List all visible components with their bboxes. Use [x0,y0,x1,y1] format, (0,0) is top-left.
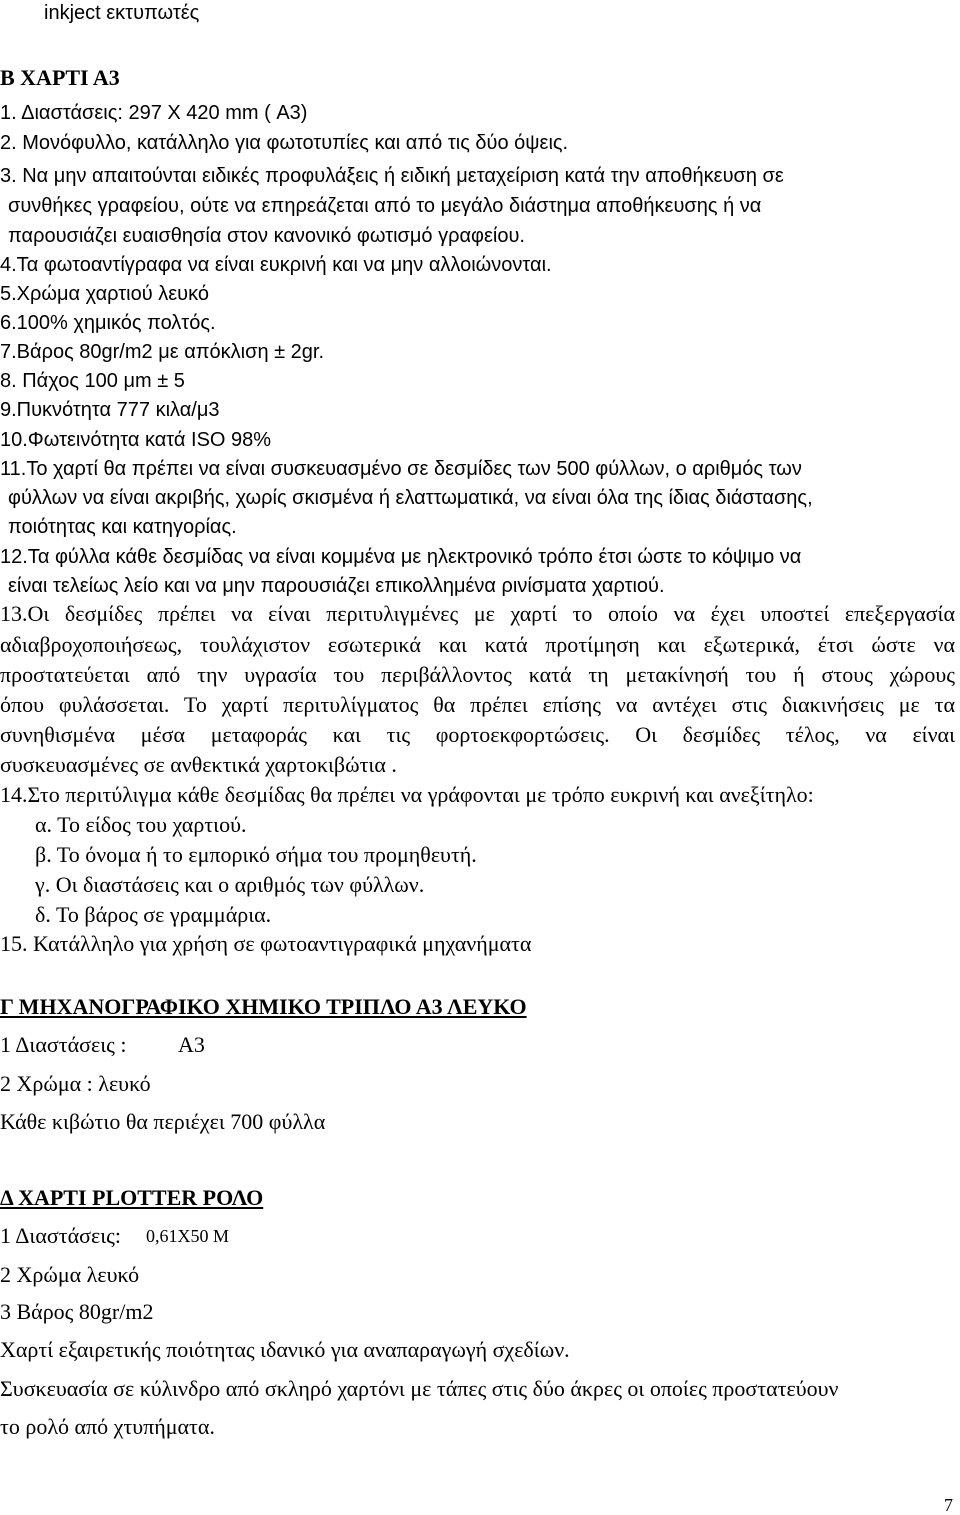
section-b-heading: Β ΧΑΡΤΙ Α3 [0,65,120,90]
spec-line: 3. Να μην απαιτούνται ειδικές προφυλάξεις ή ειδική μεταχείριση κατά την αποθήκευση σε [0,165,784,187]
spec-line: 12.Τα φύλλα κάθε δεσμίδας να είναι κομμένα με ηλεκτρονικό τρόπο έτσι ώστε το κόψιμο να [0,546,802,568]
spec-line: 5.Χρώμα χαρτιού λευκό [0,283,209,305]
top-line-text: inkject εκτυπωτές [44,2,200,24]
spec-line: 7.Βάρος 80gr/m2 με απόκλιση ± 2gr. [0,341,325,363]
section-d-heading: Δ ΧΑΡΤΙ PLOTTER ΡΟΛΟ [0,1185,264,1210]
section-g-color: 2 Χρώμα : λευκό [0,1071,151,1096]
section-d-quality: Χαρτί εξαιρετικής ποιότητας ιδανικό για αναπαραγωγή σχεδίων. [0,1337,570,1362]
spec-line: 13.Οι δεσμίδες πρέπει να είναι περιτυλιγμένες με χαρτί το οποίο να έχει υποστεί επεξεργασία [0,601,955,626]
spec-line: όπου φυλάσσεται. Το χαρτί περιτυλίγματος θα πρέπει επίσης να αντέχει στις διακινήσεις με τα [0,692,955,717]
section-d-packaging-cont: το ρολό από χτυπήματα. [0,1414,215,1439]
spec-subitem: β. Το όνομα ή το εμπορικό σήμα του προμηθευτή. [35,842,477,867]
section-d-dimensions-value: 0,61Χ50 Μ [146,1226,230,1246]
page-number: 7 [944,1495,953,1515]
spec-line: συσκευασμένες σε ανθεκτικά χαρτοκιβώτια . [0,752,397,777]
spec-line: παρουσιάζει ευαισθησία στον κανονικό φωτισμό γραφείου. [8,225,525,247]
section-d-color: 2 Χρώμα λευκό [0,1262,140,1287]
section-d-weight: 3 Βάρος 80gr/m2 [0,1299,154,1324]
spec-line: συνθήκες γραφείου, ούτε να επηρεάζεται από το μεγάλο διάστημα αποθήκευσης ή να [8,195,762,217]
section-d-packaging: Συσκευασία σε κύλινδρο από σκληρό χαρτόνι με τάπες στις δύο άκρες οι οποίες προστατεύουν [0,1376,839,1401]
spec-subitem: α. Το είδος του χαρτιού. [35,812,247,837]
spec-line: 4.Τα φωτοαντίγραφα να είναι ευκρινή και να μην αλλοιώνονται. [0,254,552,276]
spec-line: 10.Φωτεινότητα κατά ISO 98% [0,429,272,451]
spec-line: 15. Κατάλληλο για χρήση σε φωτοαντιγραφικά μηχανήματα [0,931,532,956]
spec-line: 11.Το χαρτί θα πρέπει να είναι συσκευασμένο σε δεσμίδες των 500 φύλλων, ο αριθμός των [0,458,802,480]
spec-line: 1. Διαστάσεις: 297 Χ 420 mm ( Α3) [0,102,308,124]
spec-line: 8. Πάχος 100 μm ± 5 [0,370,185,392]
section-g-heading: Γ ΜΗΧΑΝΟΓΡΑΦΙΚΟ ΧΗΜΙΚΟ ΤΡΙΠΛΟ Α3 ΛΕΥΚΟ [0,994,527,1019]
spec-line: συνηθισμένα μέσα μεταφοράς και τις φορτοεκφορτώσεις. Οι δεσμίδες τέλος, να είναι [0,722,955,747]
spec-line: αδιαβροχοποιήσεως, τουλάχιστον εσωτερικά και κατά προτίμηση και εξωτερικά, έτσι ώστε να [0,632,955,657]
spec-subitem: δ. Το βάρος σε γραμμάρια. [35,902,272,927]
spec-line: 9.Πυκνότητα 777 κιλα/μ3 [0,399,220,421]
section-d-dimensions-label: 1 Διαστάσεις: [0,1223,121,1248]
spec-line: ποιότητας και κατηγορίας. [8,516,237,538]
section-g-dimensions-value: Α3 [178,1032,205,1057]
spec-line: φύλλων να είναι ακριβής, χωρίς σκισμένα ή ελαττωματικά, να είναι όλα της ίδιας διάστασης, [8,487,813,509]
spec-line: προστατεύεται από την υγρασία του περιβάλλοντος κατά τη μετακίνησή του ή στους χώρους [0,662,955,687]
spec-line: 2. Μονόφυλλο, κατάλληλο για φωτοτυπίες και από τις δύο όψεις. [0,132,569,154]
spec-subitem: γ. Οι διαστάσεις και ο αριθμός των φύλλων. [35,872,425,897]
section-g-box-contents: Κάθε κιβώτιο θα περιέχει 700 φύλλα [0,1109,326,1134]
spec-line: είναι τελείως λείο και να μην παρουσιάζει επικολλημένα ρινίσματα χαρτιού. [8,575,665,597]
spec-line: 6.100% χημικός πολτός. [0,312,216,334]
spec-line: 14.Στο περιτύλιγμα κάθε δεσμίδας θα πρέπει να γράφονται με τρόπο ευκρινή και ανεξίτηλο: [0,782,814,807]
section-g-dimensions-label: 1 Διαστάσεις : [0,1032,127,1057]
